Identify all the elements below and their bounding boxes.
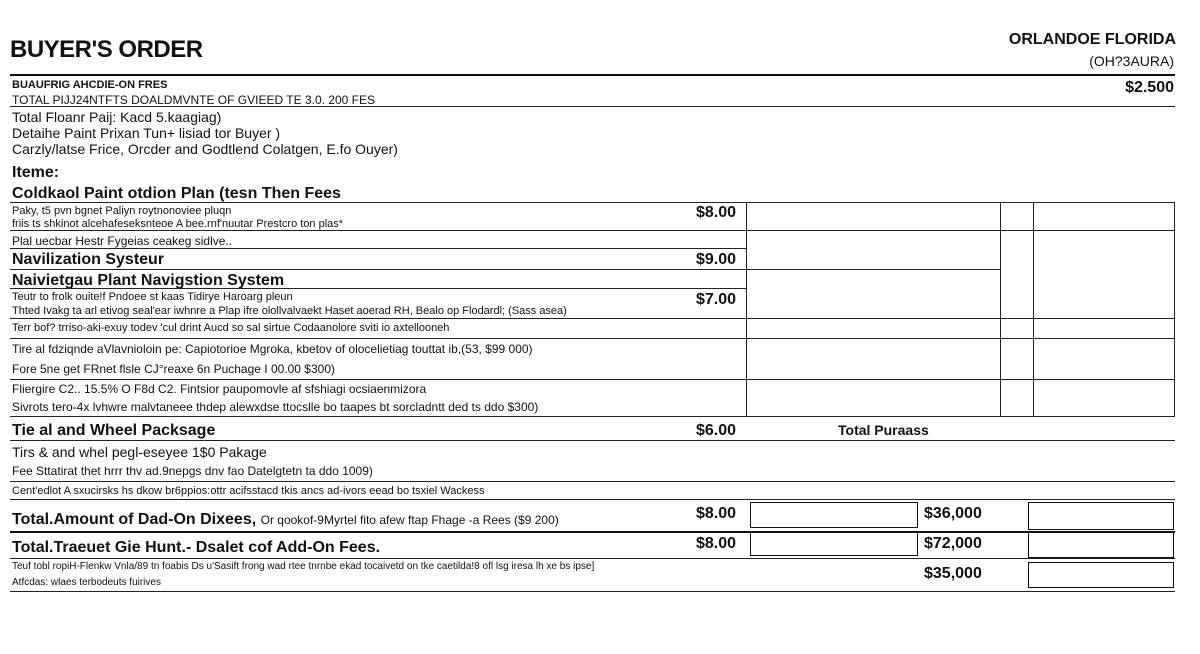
wheel-package-line-1: Tirs & and whel pegl-eseyee 1$0 Pakage [12,444,267,460]
total-row-1-price: $8.00 [696,505,737,522]
column-divider [1000,202,1001,416]
paint-plan-price: $8.00 [696,204,737,221]
total-row-2-signature-box [1028,532,1174,558]
fee-line-1: Tire al fdziqnde aVlavnioloin pe: Capiotorioe Mgroka, kbetov of olocelietiag touttat ib,(53, $99 000) [12,342,533,356]
total-row-1-note: Or qookof-9Myrtel fito afew ftap Fhage -a Rees ($9 200) [260,513,559,527]
fee-line-3: Fliergire C2.. 15.5% O F8d C2. Fintsior paupomovle af sfshiagi ocsiaenmizora [12,382,427,396]
intro-line-1: BUAUFRIG AHCDIE-ON FRES [12,79,168,91]
items-label: Iteme: [12,164,60,181]
total-row-3-signature-box [1028,562,1174,588]
row-divider [10,440,1175,441]
total-row-1 [12,512,559,528]
total-row-3-amount: $35,000 [924,565,982,582]
intro-divider [10,106,1175,107]
total-row-1-box [750,502,918,528]
row-divider [10,481,1175,482]
page-title: BUYER'S ORDER [10,36,203,63]
wheel-package-price: $6.00 [696,422,737,439]
paint-plan-heading: Coldkaol Paint otdion Plan (tesn Then Fees [12,185,341,202]
totals-note-1: Teuf tobl ropiH-Flenkw Vnla/89 tn foabis Ds u'Sasift frong wad rtee tnrnbe ekad tocaivetd on tke caetilda!8 ofl lsg iresa lh xe bs ipse] [12,561,595,572]
totals-divider [10,531,1175,533]
totals-divider [10,558,1175,559]
total-row-1-signature-box [1028,502,1174,530]
row-divider [10,416,1175,417]
totals-note-2: Atfcdas: wlaes terbodeuts fuirives [12,577,161,588]
paint-plan-line-1: Paky, t5 pvn bgnet Paliyn roytnonoviee pluqn [12,205,232,217]
row-divider [10,288,746,289]
wheel-package-line-2: Fee Sttatirat thet hrrr thv ad.9nepgs dnv fao Datelgtetn ta ddo 1009) [12,464,373,478]
navigation-label: Navilization Systeur [12,251,165,268]
location-label: ORLANDOE FLORIDA [1008,31,1176,48]
header-price: $2.500 [1125,79,1174,96]
column-divider [746,202,747,416]
total-row-2-price: $8.00 [696,535,737,552]
column-divider [1174,202,1175,416]
paint-plan-line-2: friis ts shkinot alcehafeseksnteoe A bee.rnf'nuutar Prestcro ton plas* [12,218,344,230]
paint-plan-line-3: Plal uecbar Hestr Fygeias ceakeg sidlve.. [12,234,233,248]
intro-line-3: Total Floanr Paij: Kacd 5.kaagiag) [12,109,222,125]
total-row-1-label: Total.Amount of Dad-On Dixees, [12,511,257,528]
navigation-plan-line-3: Terr bof? trriso-aki-exuy todev 'cul drint Aucd so sal sirtue Codaanolore sviti io axtellooneh [12,322,450,334]
location-code: (OH?3AURA) [1089,53,1174,69]
bottom-divider [10,591,1175,592]
wheel-package-heading: Tie al and Wheel Packsage [12,422,216,439]
navigation-price: $9.00 [696,251,737,268]
navigation-plan-price: $7.00 [696,291,737,308]
column-divider [1033,202,1034,416]
total-row-2-amount: $72,000 [924,535,982,552]
total-row-2-label: Total.Traeuet Gie Hunt.- Dsalet cof Add-On Fees. [12,539,381,556]
navigation-plan-line-2: Thted Ivakg ta arl etivog seal'ear iwhnre a Plap ifre olollvalvaekt Haset aoerad RH, Bealo op Flodardl; (Sass asea) [12,305,567,317]
total-purchase-label: Total Puraass [838,422,929,438]
row-divider [10,248,746,249]
navigation-plan-line-1: Teutr to frolk ouite!f Pndoee st kaas Tidirye Haroarg pleun [12,291,293,303]
fee-line-2: Fore 5ne get FRnet flsle CJ°reaxe 6n Puchage I 00.00 $300) [12,362,335,376]
intro-line-2: TOTAL PIJJ24NTFTS DOALDMVNTE OF GVIEED TE 3.0. 200 FES [12,93,375,107]
intro-line-5: Carzly/latse Frice, Orcder and Godtlend Colatgen, E.fo Ouyer) [12,141,398,157]
row-divider [10,499,1175,500]
intro-line-4: Detaihe Paint Prixan Tun+ lisiad tor Buyer ) [12,125,281,141]
wheel-package-line-3: Cent'edlot A sxucirsks hs dkow br6ppios:ottr acifsstacd tkis ancs ad-ivors eead bo tsxiel Wackess [12,485,485,497]
row-divider [10,269,1000,270]
navigation-plan-heading: Naivietgau Plant Navigstion System [12,272,285,289]
total-row-2-box [750,532,918,556]
header-divider [10,74,1175,76]
total-row-1-amount: $36,000 [924,505,982,522]
fee-line-4: Sivrots tero-4x lvhwre malvtaneee thdep alewxdse ttocslle bo taapes bt sorcladntt ded ts ddo $300) [12,400,539,414]
